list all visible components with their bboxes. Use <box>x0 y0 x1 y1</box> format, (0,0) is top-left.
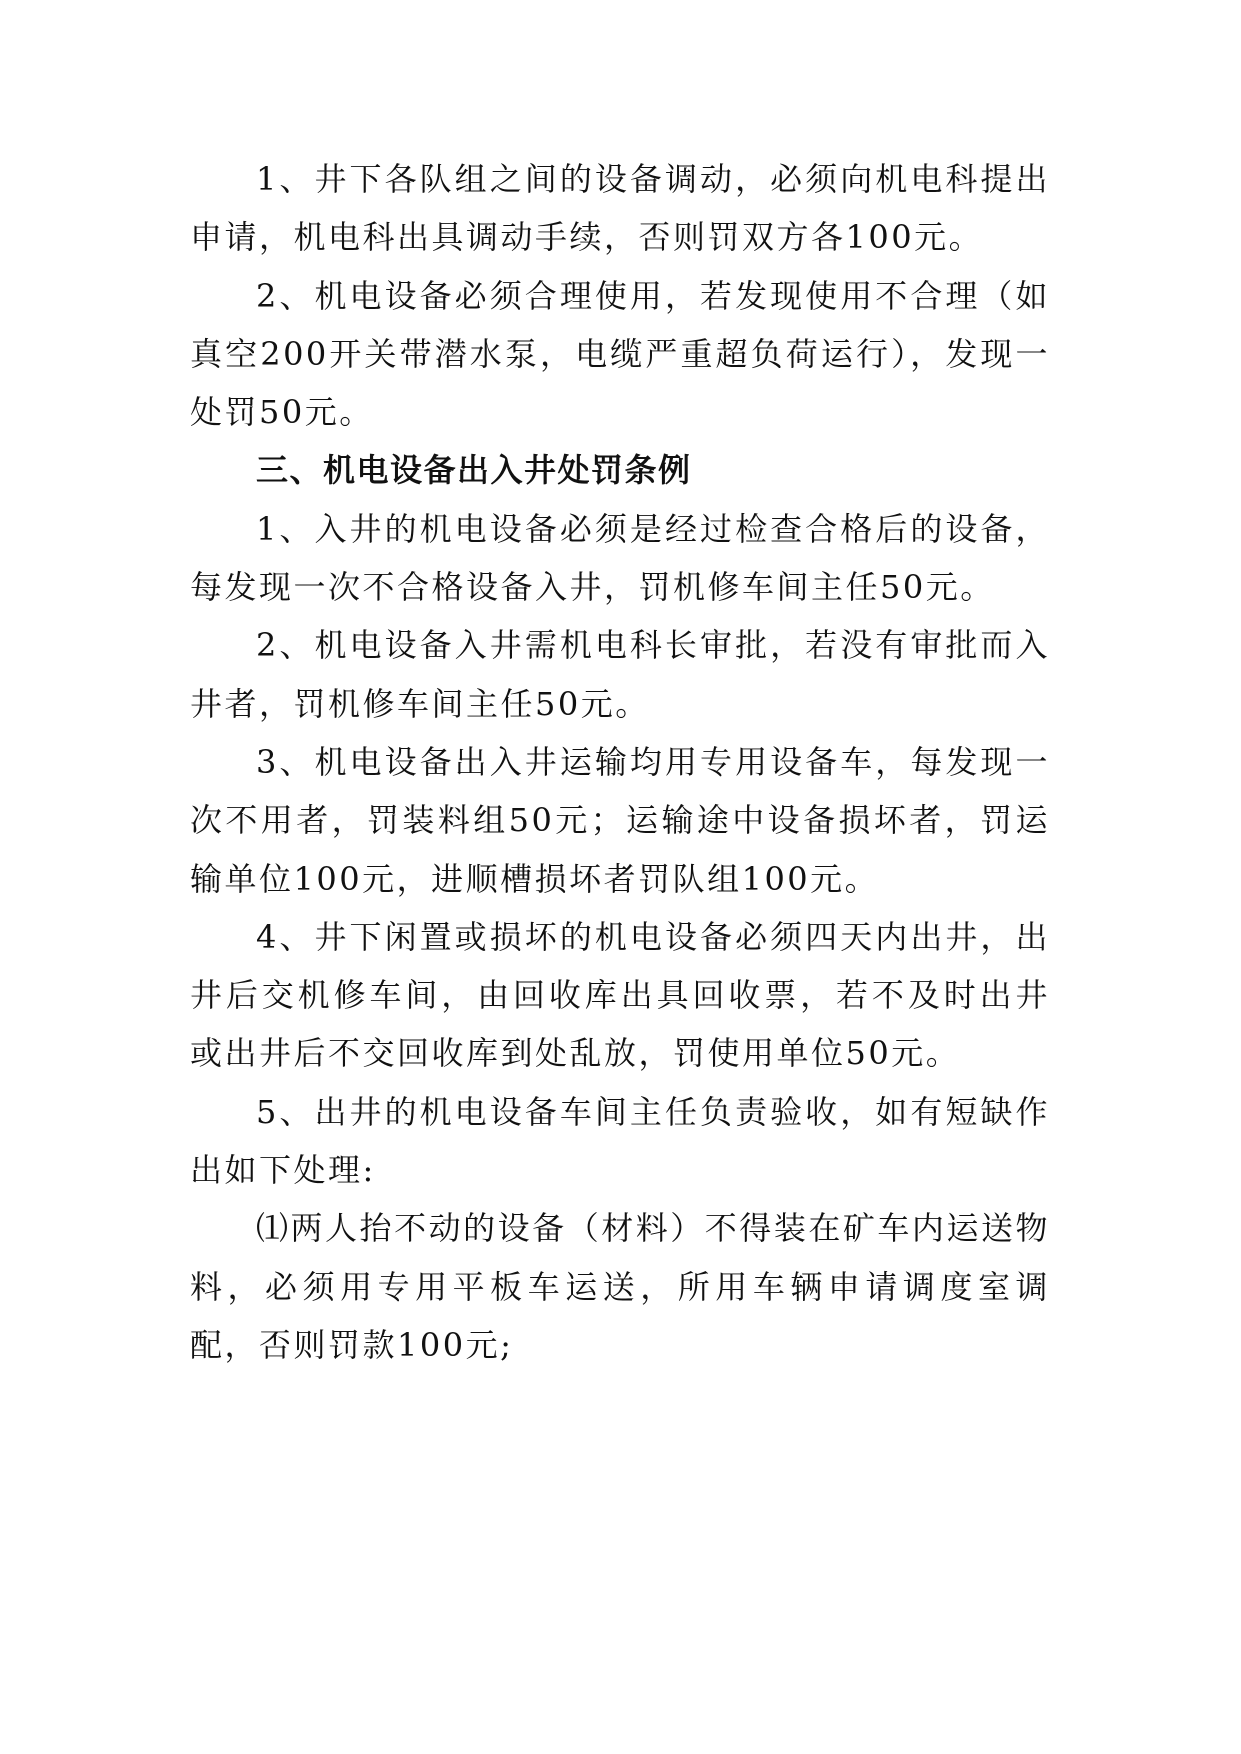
paragraph-3-3-transport: 3、机电设备出入井运输均用专用设备车，每发现一次不用者，罚装料组50元；运输途中设备损坏者，罚运输单位100元，进顺槽损坏者罚队组100元。 <box>190 742 1050 898</box>
section-heading-3: 三、机电设备出入井处罚条例 <box>256 451 692 490</box>
paragraph-3-5-acceptance: 5、出井的机电设备车间主任负责验收，如有短缺作出如下处理: <box>190 1092 1050 1190</box>
paragraph-2-proper-use: 2、机电设备必须合理使用，若发现使用不合理（如真空200开关带潜水泵，电缆严重超负荷运行），发现一处罚50元。 <box>190 276 1050 432</box>
paragraph-1-equipment-transfer: 1、井下各队组之间的设备调动，必须向机电科提出申请，机电科出具调动手续，否则罚双方各100元。 <box>190 160 1050 257</box>
paragraph-3-2-approval: 2、机电设备入井需机电科长审批，若没有审批而入井者，罚机修车间主任50元。 <box>190 626 1050 723</box>
paragraph-3-5-1-flatbed: ⑴两人抬不动的设备（材料）不得装在矿车内运送物料，必须用专用平板车运送，所用车辆申请调度室调配，否则罚款100元; <box>190 1209 1050 1364</box>
paragraph-3-4-idle-equipment: 4、井下闲置或损坏的机电设备必须四天内出井，出井后交机修车间，由回收库出具回收票，若不及时出井或出井后不交回收库到处乱放，罚使用单位50元。 <box>190 917 1050 1073</box>
document-body <box>190 150 1050 1374</box>
paragraph-3-1-inspection: 1、入井的机电设备必须是经过检查合格后的设备，每发现一次不合格设备入井，罚机修车间主任50元。 <box>190 509 1050 607</box>
